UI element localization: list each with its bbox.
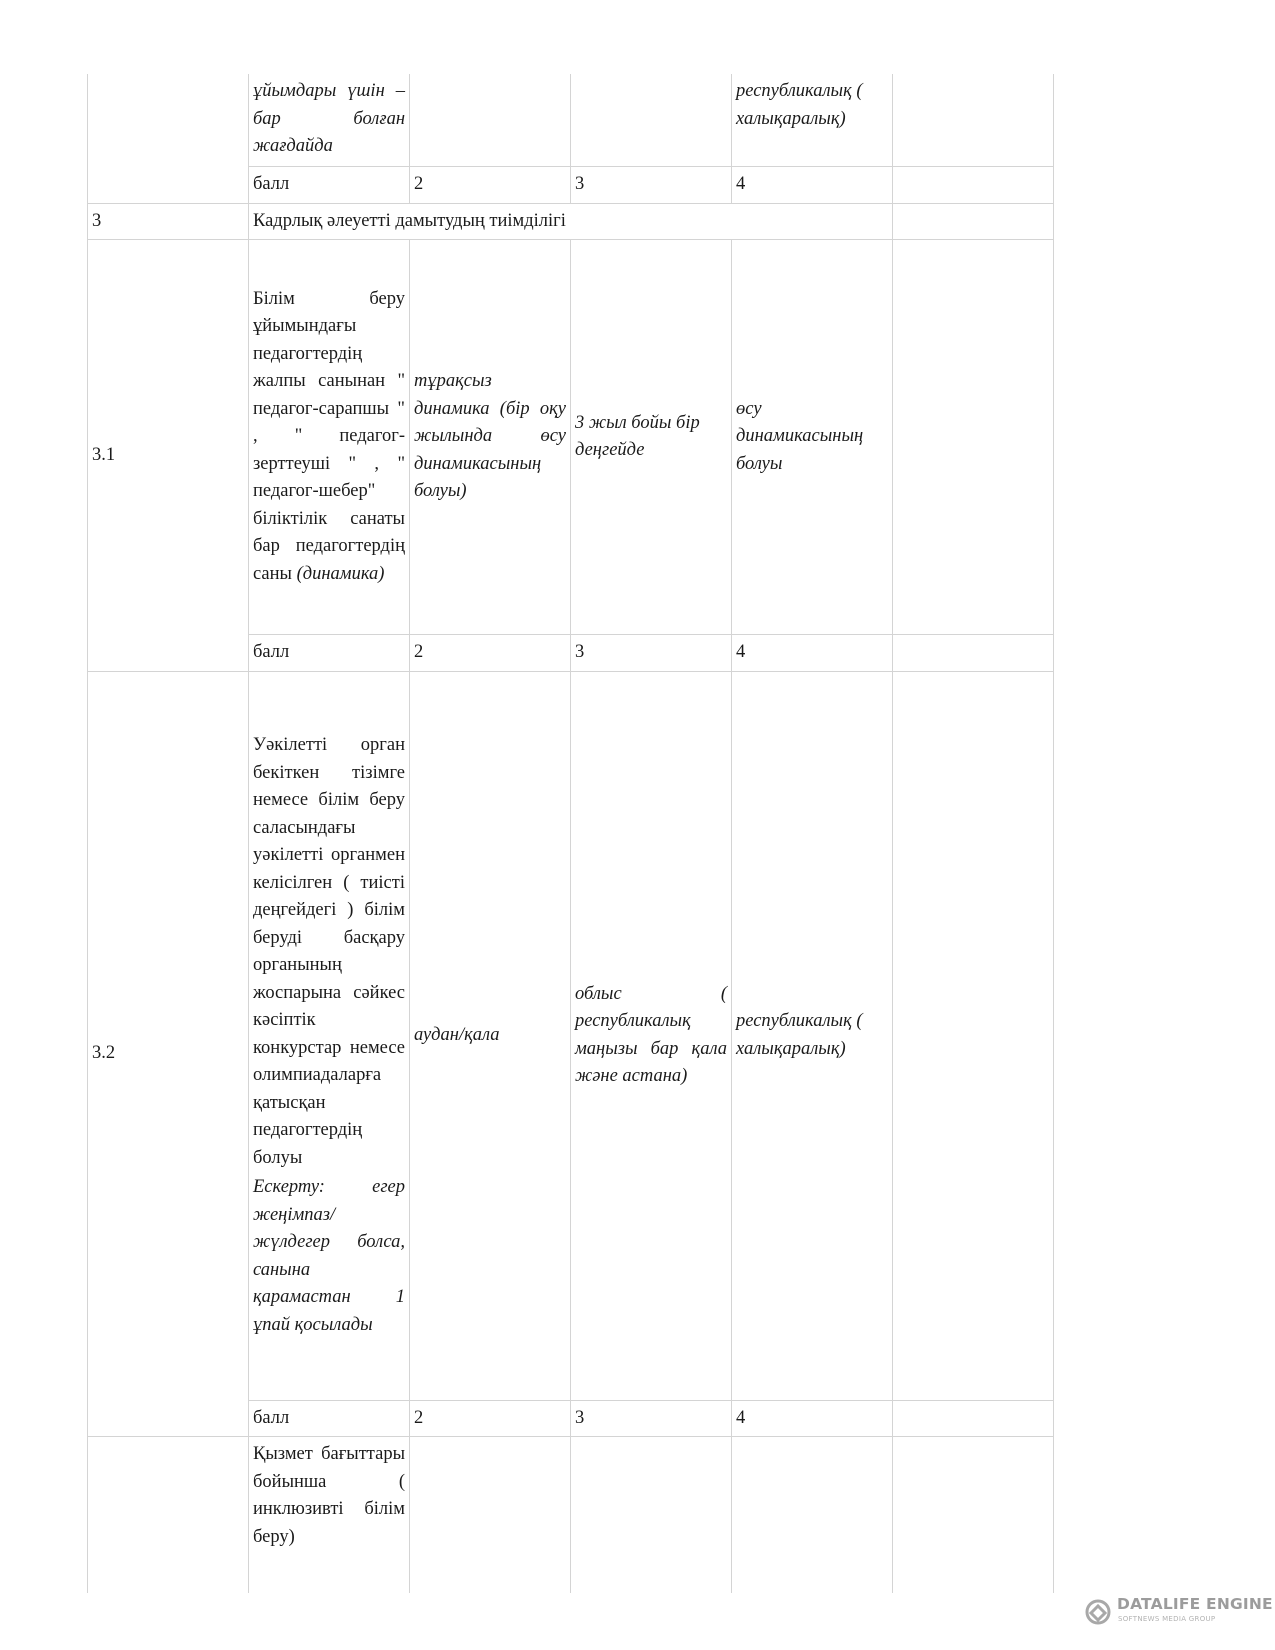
watermark: [1085, 1595, 1273, 1637]
empty-cell: [893, 1437, 1054, 1594]
datalife-logo-icon: [1085, 1599, 1111, 1625]
level-2-cell: [571, 1437, 732, 1594]
score-value: 2: [410, 635, 571, 672]
criterion-cell: ұйымдары үшін – бар болған жағдайда: [249, 74, 410, 167]
evaluation-criteria-table: [87, 74, 1054, 1593]
empty-cell: [893, 74, 1054, 167]
level-1-cell: [410, 1437, 571, 1594]
empty-cell: [893, 240, 1054, 635]
table-row: [88, 671, 1054, 1400]
empty-cell: [893, 1400, 1054, 1437]
score-value: 4: [732, 635, 893, 672]
number-cell: [88, 74, 249, 203]
level-3-cell: республикалық ( халықаралық): [732, 671, 893, 1400]
criterion-cell: Қызмет бағыттары бойынша ( инклюзивті білім беру): [249, 1437, 410, 1594]
level-1-cell: [410, 74, 571, 167]
section-row: [88, 203, 1054, 240]
item-number: 3.1: [88, 240, 249, 672]
watermark-title: DATALIFE ENGINE: [1117, 1595, 1273, 1613]
criterion-text: Уәкілетті орган бекіткен тізімге немесе білім беру саласындағы уәкілетті органмен келісілген ( тиісті деңгейдегі ) білім беруді басқару органының жоспарына сәйкес кәсіптік конкурстар немесе олимпиадаларға қатысқан педагогтердің болуы: [253, 735, 405, 1168]
table-row: [88, 240, 1054, 635]
watermark-subtitle: SOFTNEWS MEDIA GROUP: [1118, 1615, 1216, 1623]
section-title: Кадрлық әлеуетті дамытудың тиімділігі: [249, 203, 893, 240]
empty-cell: [893, 671, 1054, 1400]
score-label: балл: [249, 1400, 410, 1437]
empty-cell: [893, 203, 1054, 240]
score-value: 3: [571, 635, 732, 672]
item-number: [88, 1437, 249, 1594]
criterion-cell: [249, 240, 410, 635]
level-2-cell: [571, 74, 732, 167]
score-value: 4: [732, 1400, 893, 1437]
score-value: 4: [732, 167, 893, 204]
criterion-note: Ескерту: егер жеңімпаз/ жүлдегер болса, санына қарамастан 1 ұпай қосылады: [253, 1177, 405, 1335]
criterion-cell: [249, 671, 410, 1400]
level-1-cell: тұрақсыз динамика (бір оқу жылында өсу динамикасының болуы): [410, 240, 571, 635]
table-row: [88, 74, 1054, 167]
score-value: 3: [571, 167, 732, 204]
empty-cell: [893, 635, 1054, 672]
score-value: 2: [410, 1400, 571, 1437]
score-label: балл: [249, 635, 410, 672]
level-2-cell: 3 жыл бойы бір деңгейде: [571, 240, 732, 635]
level-3-cell: өсу динамикасының болуы: [732, 240, 893, 635]
criterion-note: (динамика): [296, 563, 385, 584]
score-value: 3: [571, 1400, 732, 1437]
level-2-cell: облыс ( республикалық маңызы бар қала және астана): [571, 671, 732, 1400]
table-row: [88, 1437, 1054, 1594]
score-value: 2: [410, 167, 571, 204]
item-number: 3.2: [88, 671, 249, 1437]
empty-cell: [893, 167, 1054, 204]
criterion-text: Білім беру ұйымындағы педагогтердің жалпы санынан " педагог-сарапшы " , " педагог-зерттеуші " , " педагог-шебер" біліктілік санаты бар педагогтердің саны: [253, 288, 405, 584]
score-label: балл: [249, 167, 410, 204]
level-3-cell: [732, 1437, 893, 1594]
level-1-cell: аудан/қала: [410, 671, 571, 1400]
level-3-cell: республикалық ( халықаралық): [732, 74, 893, 167]
section-number: 3: [88, 203, 249, 240]
